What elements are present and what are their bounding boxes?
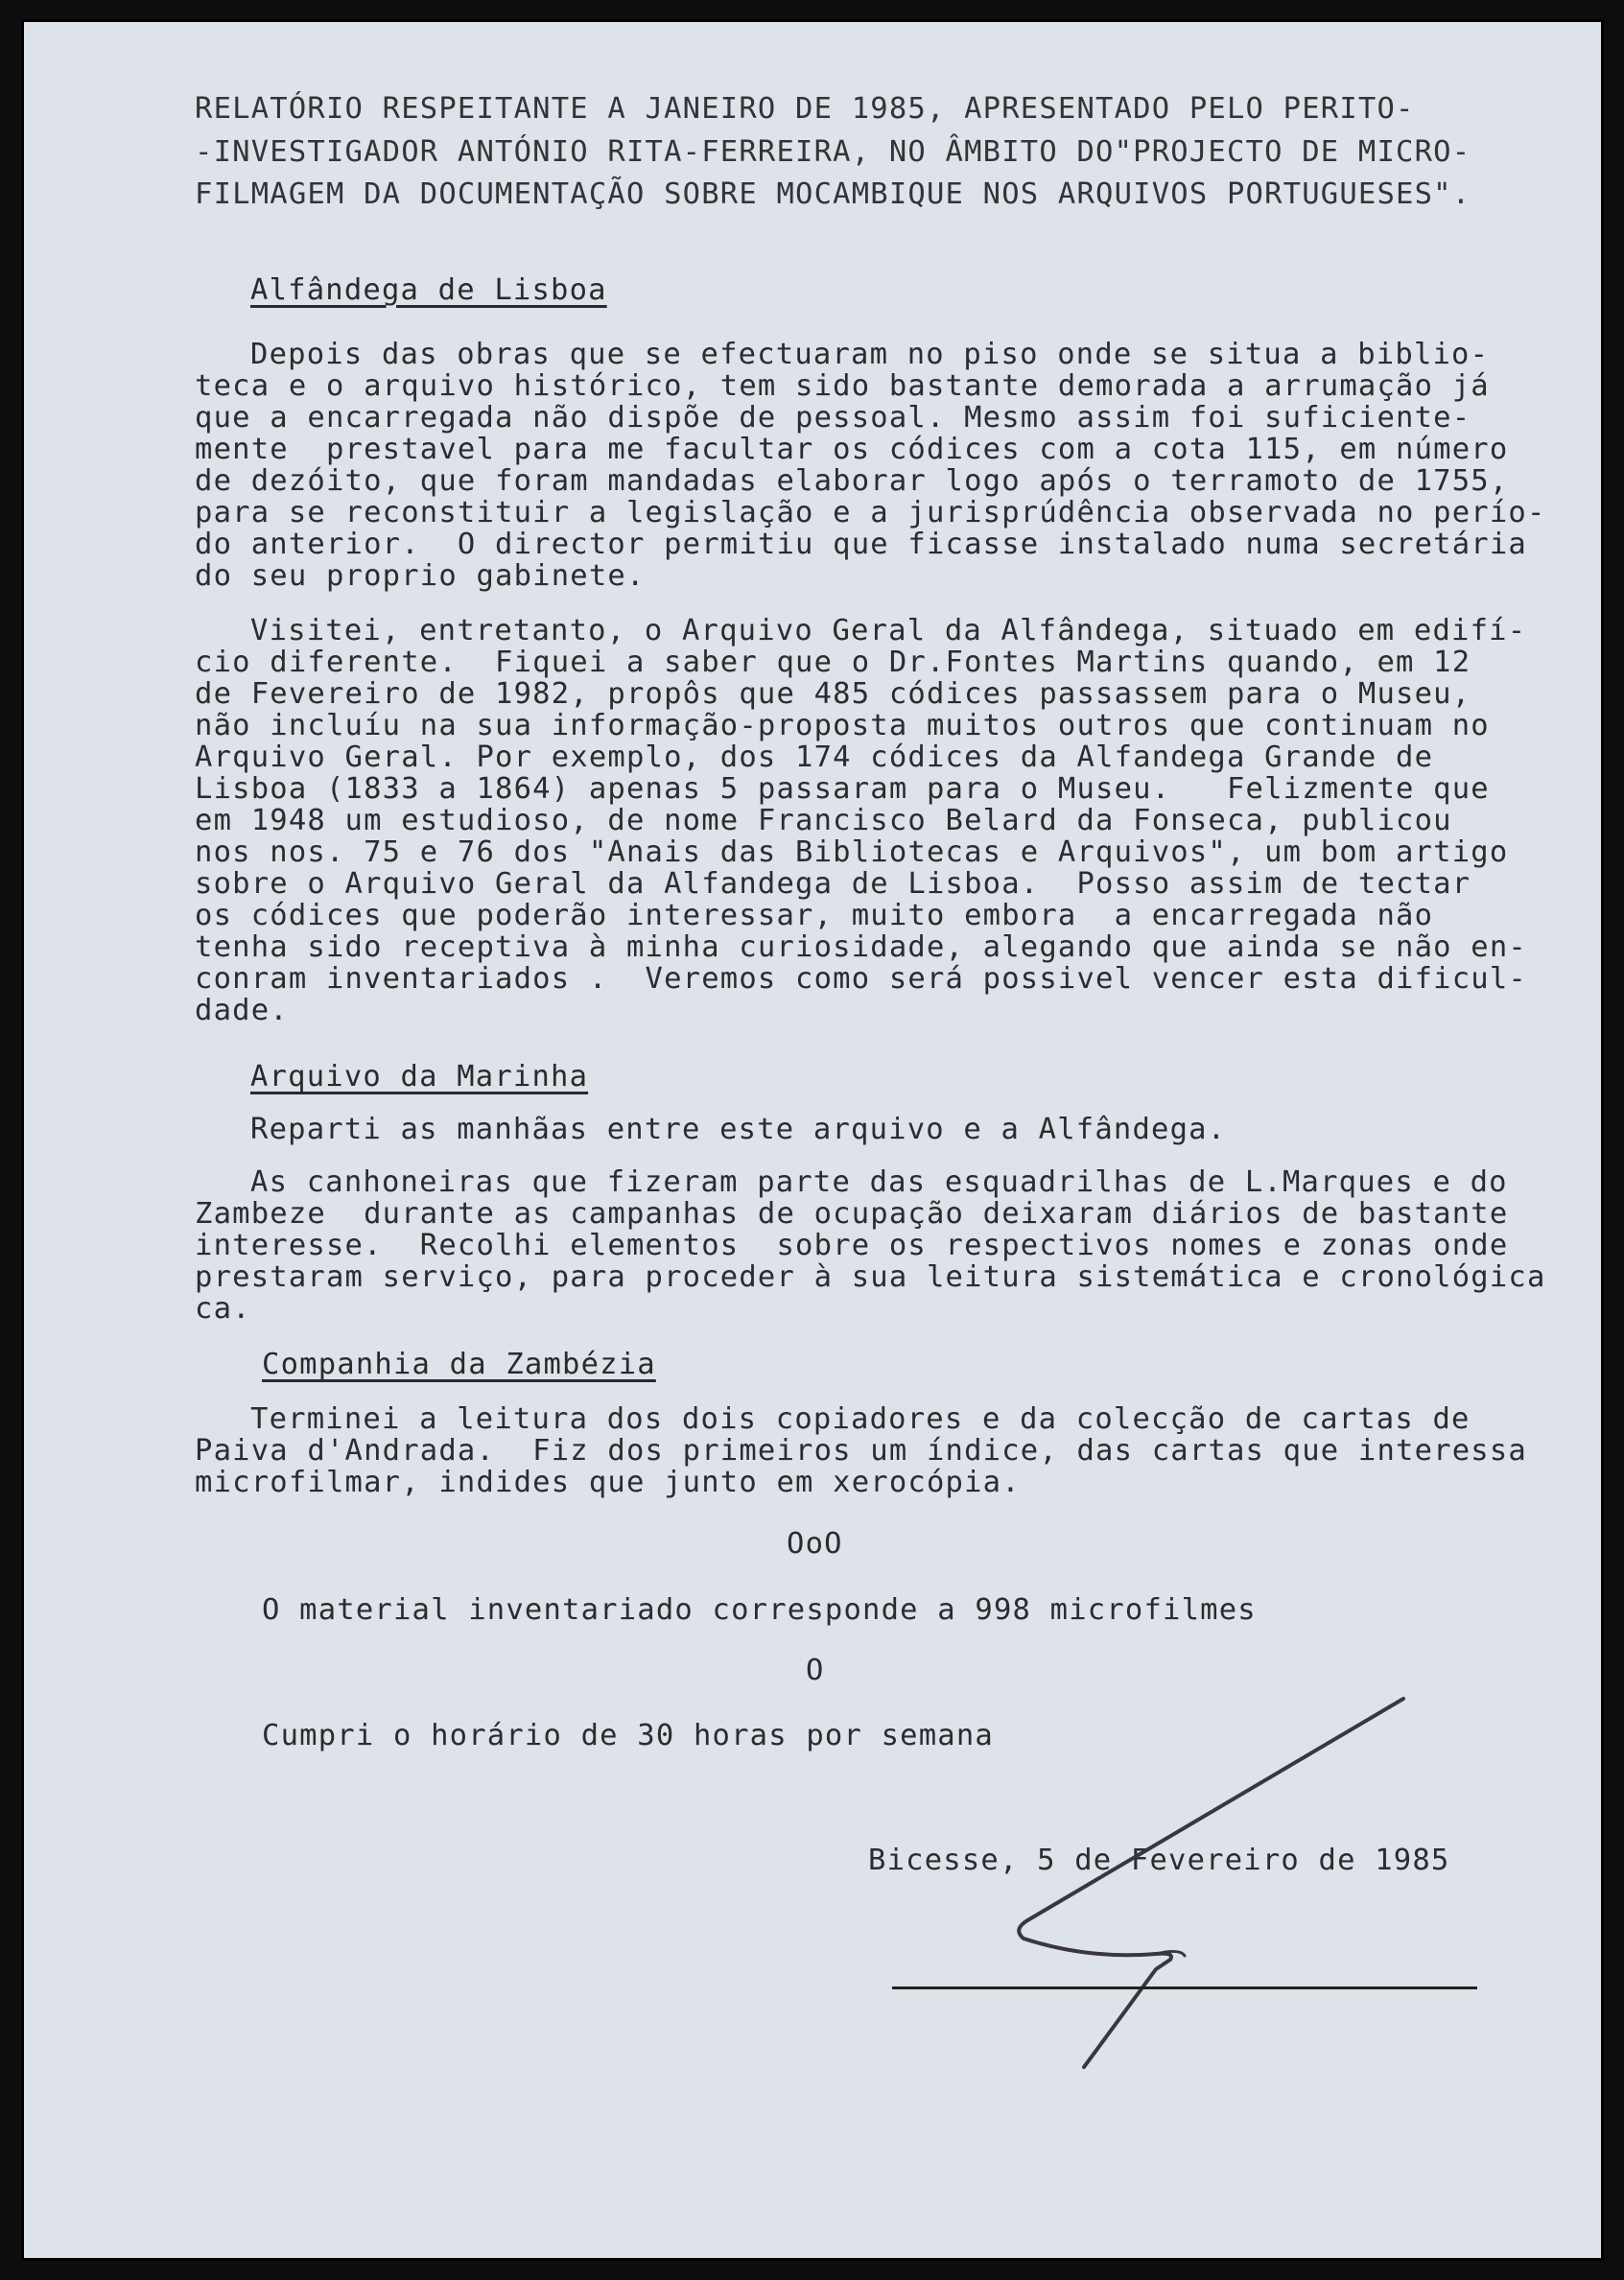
separator-ooo: OoO xyxy=(787,1527,843,1561)
signature-stroke xyxy=(1019,1699,1403,2067)
paragraph-marinha-1: Reparti as manhãas entre este arquivo e a Alfândega. xyxy=(250,1113,1227,1146)
text-line: que a encarregada não dispõe de pessoal. Mesmo assim foi suficiente- xyxy=(195,401,1471,435)
text-line: Arquivo Geral. Por exemplo, dos 174 códices da Alfandega Grande de xyxy=(195,740,1434,774)
text-line: de dezóito, que foram mandadas elaborar logo após o terramoto de 1755, xyxy=(195,464,1509,498)
text-line: prestaram serviço, para proceder à sua leitura sistemática e cronológica xyxy=(195,1260,1546,1294)
text-line: sobre o Arquivo Geral da Alfandega de Lisboa. Posso assim de tectar xyxy=(195,867,1471,901)
text-line: do anterior. O director permitiu que ficasse instalado numa secretária xyxy=(195,528,1527,561)
text-line: conram inventariados . Veremos como será possivel vencer esta dificul- xyxy=(195,962,1527,996)
title-line: FILMAGEM DA DOCUMENTAÇÃO SOBRE MOCAMBIQUE NOS ARQUIVOS PORTUGUESES". xyxy=(195,177,1471,211)
title-line: RELATÓRIO RESPEITANTE A JANEIRO DE 1985, APRESENTADO PELO PERITO- xyxy=(195,92,1415,126)
hours-line: Cumpri o horário de 30 horas por semana xyxy=(262,1719,994,1752)
text-line: tenha sido receptiva à minha curiosidade, alegando que ainda se não en- xyxy=(195,930,1527,964)
section-heading-marinha: Arquivo da Marinha xyxy=(250,1060,589,1093)
document-page xyxy=(21,19,1604,2261)
text-line: para se reconstituir a legislação e a jurisprúdência observada no perío- xyxy=(195,496,1546,529)
date-line: Bicesse, 5 de Fevereiro de 1985 xyxy=(868,1844,1450,1877)
text-line: microfilmar, indides que junto em xerocópia. xyxy=(195,1466,1021,1499)
text-line: em 1948 um estudioso, de nome Francisco Belard da Fonseca, publicou xyxy=(195,804,1452,837)
text-line: Terminei a leitura dos dois copiadores e da colecção de cartas de xyxy=(250,1402,1471,1436)
text-line: os códices que poderão interessar, muito embora a encarregada não xyxy=(195,899,1434,932)
signature-line xyxy=(892,1986,1477,1989)
text-line: não incluíu na sua informação-proposta muitos outros que continuam no xyxy=(195,709,1490,742)
text-line: do seu proprio gabinete. xyxy=(195,559,646,593)
text-line: Depois das obras que se efectuaram no piso onde se situa a biblio- xyxy=(250,338,1490,371)
section-heading-zambezia: Companhia da Zambézia xyxy=(262,1348,656,1381)
handwritten-signature xyxy=(772,1672,1444,2075)
section-heading-alfandega: Alfândega de Lisboa xyxy=(250,273,607,307)
text-line: mente prestavel para me facultar os códices com a cota 115, em número xyxy=(195,433,1509,466)
text-line: ca. xyxy=(195,1292,251,1326)
text-line: interesse. Recolhi elementos sobre os respectivos nomes e zonas onde xyxy=(195,1229,1509,1262)
separator-o: O xyxy=(806,1654,825,1687)
text-line: As canhoneiras que fizeram parte das esquadrilhas de L.Marques e do xyxy=(250,1165,1508,1199)
text-line: Visitei, entretanto, o Arquivo Geral da Alfândega, situado em edifí- xyxy=(250,614,1527,647)
text-line: nos nos. 75 e 76 dos "Anais das Bibliotecas e Arquivos", um bom artigo xyxy=(195,835,1509,869)
text-line: Lisboa (1833 a 1864) apenas 5 passaram para o Museu. Felizmente que xyxy=(195,772,1490,806)
text-line: de Fevereiro de 1982, propôs que 485 códices passassem para o Museu, xyxy=(195,677,1471,711)
text-line: teca e o arquivo histórico, tem sido bastante demorada a arrumação já xyxy=(195,369,1490,403)
text-line: Zambeze durante as campanhas de ocupação deixaram diários de bastante xyxy=(195,1197,1509,1231)
title-line: -INVESTIGADOR ANTÓNIO RITA-FERREIRA, NO ÂMBITO DO"PROJECTO DE MICRO- xyxy=(195,135,1471,169)
text-line: dade. xyxy=(195,994,289,1027)
text-line: Paiva d'Andrada. Fiz dos primeiros um índice, das cartas que interessa xyxy=(195,1434,1527,1468)
material-inventory-line: O material inventariado corresponde a 998 microfilmes xyxy=(262,1593,1257,1627)
text-line: cio diferente. Fiquei a saber que o Dr.Fontes Martins quando, em 12 xyxy=(195,646,1471,679)
